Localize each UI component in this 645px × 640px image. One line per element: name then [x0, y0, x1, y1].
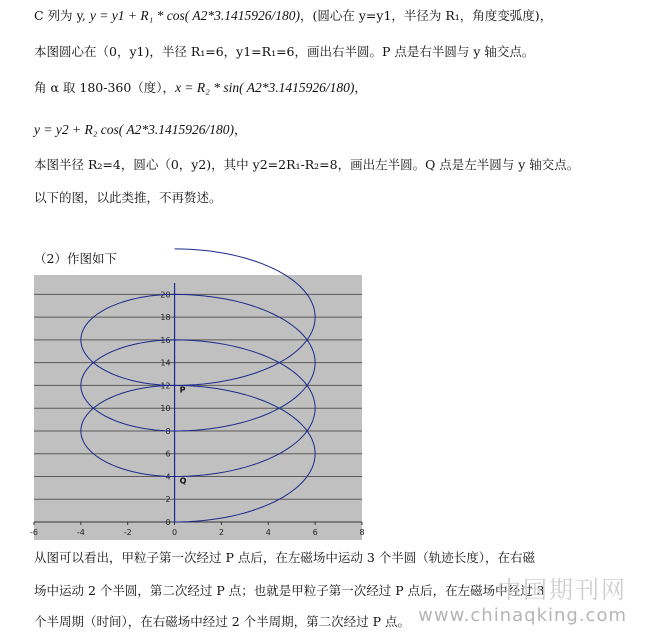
point-label-Q: Q [179, 476, 187, 486]
plot-background [34, 275, 365, 540]
text-angle-range: 角 α 取 180-360（度）， [34, 80, 176, 95]
x-tick-4: 4 [265, 528, 271, 537]
formula-line-1 [34, 8, 552, 24]
x-tick-6: 6 [312, 528, 318, 537]
y-tick-2: 2 [165, 495, 171, 505]
x-tick--4: -4 [76, 528, 85, 537]
formula-x-left: x = R₂ * sin( A2*3.1415926/180) [175, 80, 355, 95]
formula-line-3 [34, 80, 367, 96]
y-tick-4: 4 [165, 472, 171, 482]
point-label-P: P [179, 385, 186, 395]
text-line-2: 本图圆心在（0，y1)，半径 R₁=6，y1=R₁=6，画出右半圆。P 点是右半圆与 y 轴交点。 [34, 44, 535, 59]
punct: ， [234, 122, 247, 137]
y-tick-6: 6 [165, 449, 171, 459]
y-tick-10: 10 [160, 404, 171, 414]
section-heading: （2）作图如下 [34, 251, 117, 266]
formula-y-left: y = y2 + R₂ cos( A2*3.1415926/180) [34, 122, 235, 137]
x-tick--6: -6 [30, 528, 38, 537]
y-tick-14: 14 [160, 358, 171, 368]
footer-line-1: 从图可以看出，甲粒子第一次经过 P 点后，在左磁场中运动 3 个半圆（轨迹长度），在右磁 [34, 550, 536, 565]
watermark-cn: 中国期刊网 [497, 576, 627, 604]
text-c-column: C 列为 y, [34, 8, 90, 23]
footer-line-2: 场中运动 2 个半圆，第二次经过 P 点；也就是甲粒子第一次经过 P 点后，在左磁场中经过 3 [34, 583, 545, 598]
formula-y-right: y = y1 + R₁ * cos( A2*3.1415926/180) [89, 8, 301, 23]
y-tick-18: 18 [160, 313, 171, 323]
x-tick-2: 2 [218, 528, 224, 537]
y-tick-20: 20 [160, 290, 171, 300]
formula-line-4 [34, 122, 247, 138]
text-line-5: 本图半径 R₂=4，圆心（0，y2)，其中 y2=2R₁-R₂=8，画出左半圆。Q 点是左半圆与 y 轴交点。 [34, 157, 580, 172]
trajectory-chart [30, 275, 365, 540]
y-tick-12: 12 [160, 381, 171, 391]
punct: ， [354, 80, 367, 95]
x-tick--2: -2 [123, 528, 132, 537]
x-tick-0: 0 [172, 528, 178, 537]
y-tick-16: 16 [160, 335, 171, 345]
watermark-en: www.chinaqking.com [418, 605, 627, 626]
text-line-6: 以下的图，以此类推，不再赘述。 [34, 190, 222, 205]
footer-line-3: 个半周期（时间），在右磁场中经过 2 个半周期，第二次经过 P 点。 [34, 614, 411, 629]
y-tick-8: 8 [165, 426, 171, 436]
y-tick-0: 0 [165, 518, 171, 527]
x-tick-8: 8 [359, 528, 365, 537]
text-center-note: ，(圆心在 y=y1，半径为 R₁，角度变弧度)， [300, 8, 553, 23]
